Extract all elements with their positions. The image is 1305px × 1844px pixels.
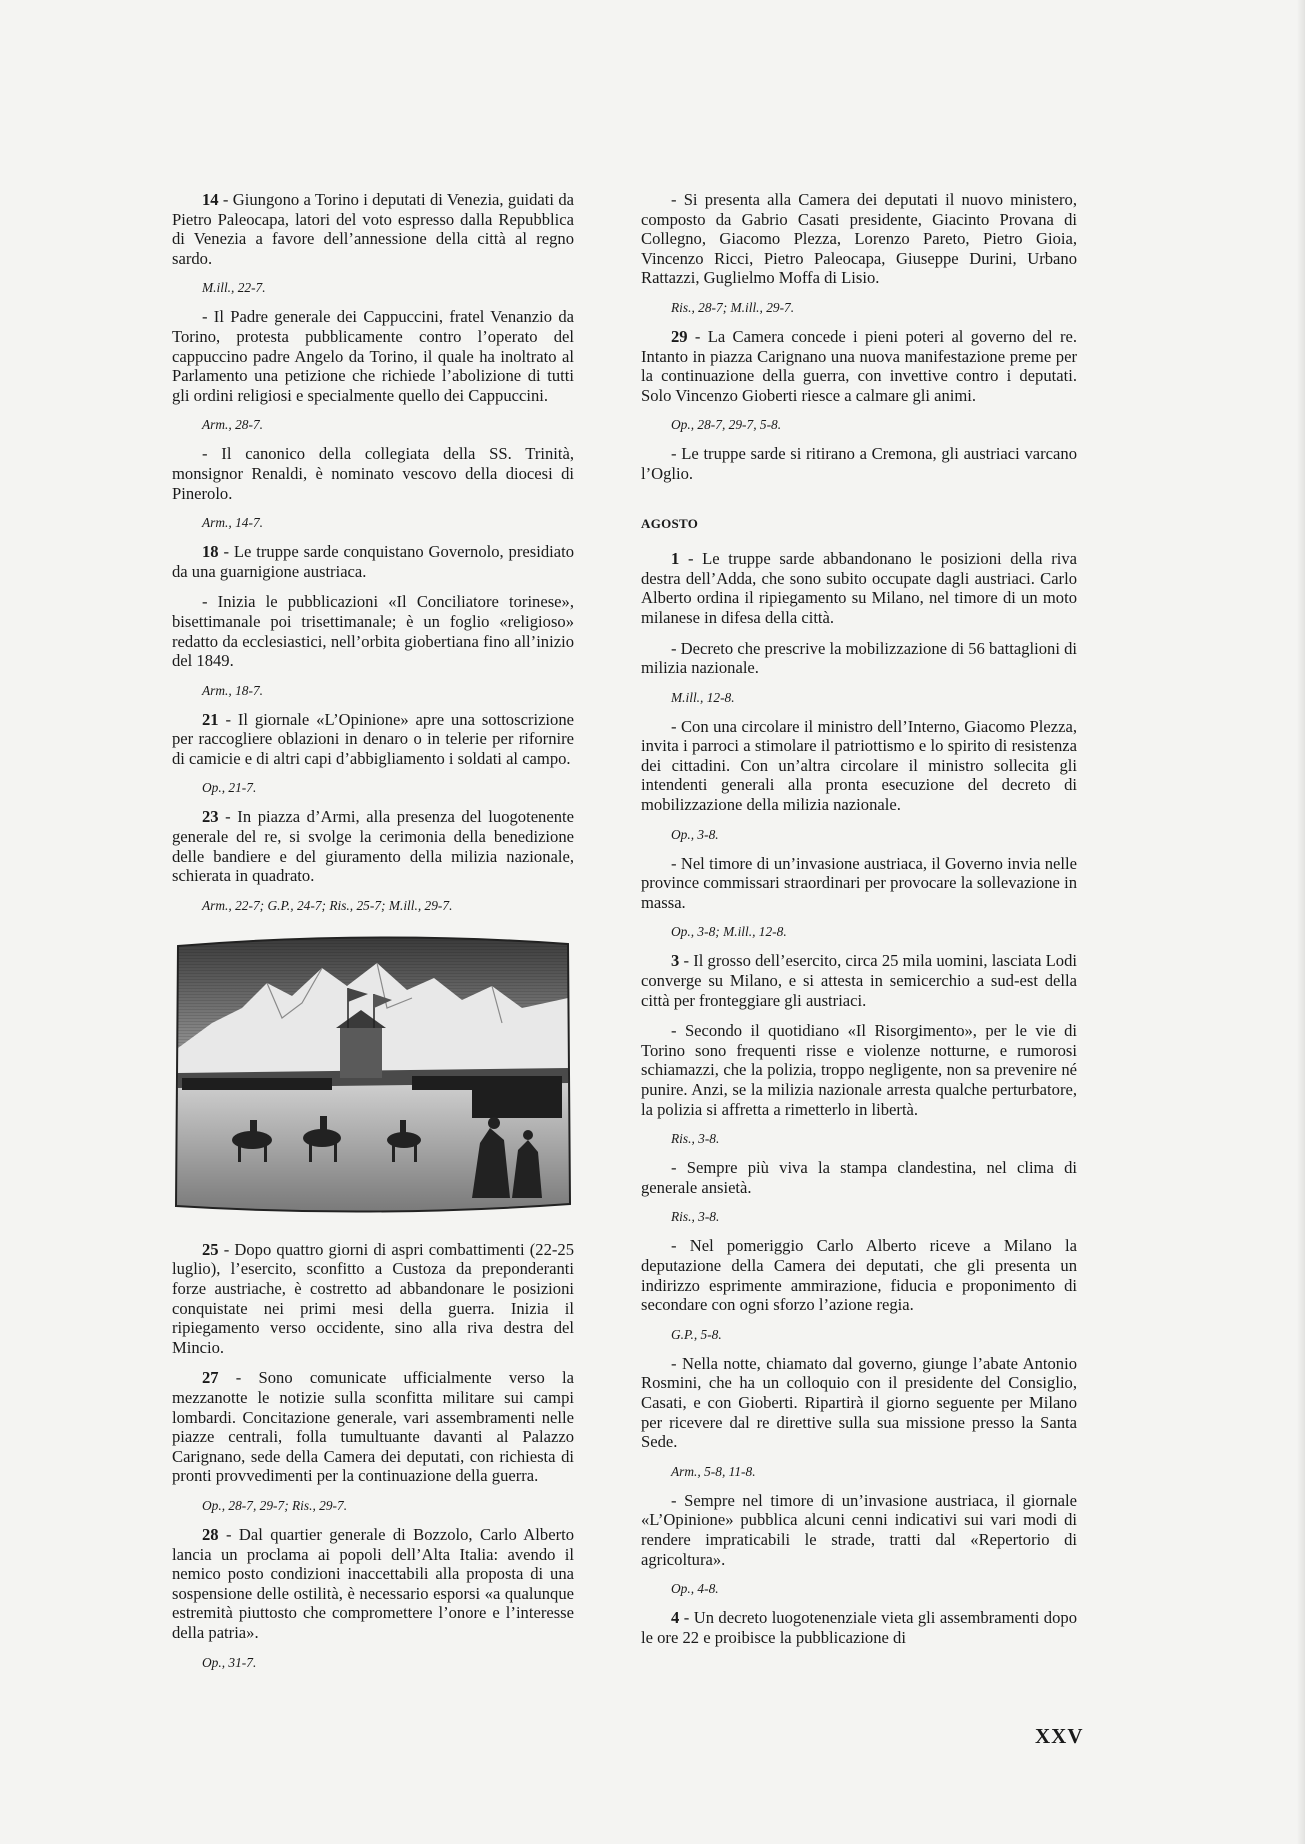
source-citation-text: Arm., 5-8, 11-8. xyxy=(671,1463,756,1479)
entry-day-number: 14 xyxy=(202,190,219,209)
chronology-entry xyxy=(172,542,574,581)
source-citation xyxy=(202,897,574,914)
chronology-entry xyxy=(172,807,574,885)
chronology-entry xyxy=(641,1491,1077,1569)
source-citation xyxy=(671,826,1077,843)
source-citation xyxy=(671,1130,1077,1147)
entry-text: - Dal quartier generale di Bozzolo, Carlo Alberto lancia un proclama ai popoli dell’Alta Italia: avendo il nemico posto condizioni inaccettabili alla proposta di una sospensione delle ostilità, è necessario esporsi «a qualunque estremità piuttosto che compromettere l’onore e l’interesse della patria». xyxy=(172,1524,574,1642)
source-citation xyxy=(671,299,1077,316)
source-citation-text: M.ill., 22-7. xyxy=(202,280,266,296)
source-citation xyxy=(202,514,574,531)
right-text-block-1 xyxy=(641,190,1077,484)
entry-text: - Giungono a Torino i deputati di Venezia, guidati da Pietro Paleocapa, latori del voto espresso dalla Repubblica di Venezia a favore dell’annessione della città al regno sardo. xyxy=(172,190,574,268)
engraving-illustration xyxy=(172,928,574,1218)
entry-text: - In piazza d’Armi, alla presenza del luogotenente generale del re, si svolge la cerimonia della benedizione delle bandiere e del giuramento della milizia nazionale, schierata in quadrato. xyxy=(172,807,574,886)
source-citation xyxy=(671,923,1077,940)
chronology-entry xyxy=(641,327,1077,405)
chronology-entry xyxy=(641,1021,1077,1119)
entry-text: - Con una circolare il ministro dell’Interno, Giacomo Plezza, invita i parroci a stimolare il patriottismo e lo spirito di resistenza dei cittadini. Con un’altra circolare il ministro sollecita gli intendenti generali alla pronta esecuzione del decreto di mobilizzazione della milizia nazionale. xyxy=(641,716,1077,815)
source-citation-text: Arm., 28-7. xyxy=(202,417,263,433)
chronology-entry xyxy=(641,549,1077,627)
chronology-entry xyxy=(641,639,1077,678)
source-citation xyxy=(202,1654,574,1671)
source-citation xyxy=(671,1326,1077,1343)
chronology-entry xyxy=(172,1240,574,1358)
entry-text: - Sempre più viva la stampa clandestina, nel clima di generale ansietà. xyxy=(641,1158,1077,1197)
chronology-entry xyxy=(641,190,1077,288)
source-citation-text: Ris., 3-8. xyxy=(671,1131,720,1147)
chronology-entry xyxy=(172,1368,574,1486)
source-citation-text: G.P., 5-8. xyxy=(671,1326,722,1342)
source-citation-text: Op., 3-8; M.ill., 12-8. xyxy=(671,924,787,940)
source-citation xyxy=(671,1580,1077,1597)
entry-text: - Decreto che prescrive la mobilizzazione di 56 battaglioni di milizia nazionale. xyxy=(641,638,1077,678)
engraving-image xyxy=(172,928,574,1218)
source-citation-text: Ris., 28-7; M.ill., 29-7. xyxy=(671,299,795,315)
entry-text: - Il canonico della collegiata della SS. Trinità, monsignor Renaldi, è nominato vescovo della diocesi di Pinerolo. xyxy=(172,444,574,503)
chronology-entry xyxy=(172,710,574,769)
entry-day-number: 3 xyxy=(671,951,680,971)
source-citation-text: M.ill., 12-8. xyxy=(671,689,735,705)
entry-day-number: 23 xyxy=(202,807,219,827)
entry-text: - La Camera concede i pieni poteri al governo del re. Intanto in piazza Carignano una nuova manifestazione preme per la continuazione della guerra, con invettive contro i deputati. Solo Vincenzo Gioberti riesce a calmare gli animi. xyxy=(641,326,1077,405)
source-citation-text: Op., 28-7, 29-7, 5-8. xyxy=(671,417,782,433)
source-citation-text: Op., 4-8. xyxy=(671,1581,719,1597)
entry-day-number: 18 xyxy=(202,542,219,562)
entry-text: - Inizia le pubblicazioni «Il Conciliatore torinese», bisettimanale poi trisettimanale; è un foglio «religioso» redatto da ecclesiastici, nell’orbita giobertiana fino all’inizio del 1849. xyxy=(172,592,574,671)
entry-text: - Nella notte, chiamato dal governo, giunge l’abate Antonio Rosmini, che ha un colloquio con il presidente del Consiglio, Casati, e con Gioberti. Ripartirà il giorno seguente per Milano per ricevere dal re direttive sulla sua missione presso la Santa Sede. xyxy=(641,1353,1077,1452)
source-citation xyxy=(671,1208,1077,1225)
chronology-entry xyxy=(641,444,1077,483)
right-text-block-2 xyxy=(641,549,1077,1647)
source-citation-text: Arm., 22-7; G.P., 24-7; Ris., 25-7; M.ill., 29-7. xyxy=(202,897,453,913)
entry-text: - Sono comunicate ufficialmente verso la mezzanotte le notizie sulla sconfitta militare sui campi lombardi. Concitazione generale, vari assembramenti nelle piazze centrali, folla tumultuante davanti al Palazzo Carignano, sede della Camera dei deputati, con richiesta di pronti provvedimenti per la continuazione della guerra. xyxy=(172,1368,574,1486)
chronology-entry xyxy=(641,1236,1077,1314)
entry-day-number: 4 xyxy=(671,1608,680,1628)
chronology-entry xyxy=(641,854,1077,913)
chronology-entry xyxy=(172,592,574,670)
chronology-entry xyxy=(172,307,574,405)
source-citation-text: Arm., 18-7. xyxy=(202,682,263,698)
entry-text: - Le truppe sarde conquistano Governolo, presidiato da una guarnigione austriaca. xyxy=(172,542,574,581)
chronology-entry xyxy=(641,717,1077,815)
source-citation xyxy=(671,416,1077,433)
entry-day-number: 27 xyxy=(202,1368,219,1388)
entry-text: - Nel timore di un’invasione austriaca, il Governo invia nelle province commissari straordinari per provocare la sollevazione in massa. xyxy=(641,853,1077,912)
page-number: XXV xyxy=(1035,1724,1084,1748)
page-edge xyxy=(1297,0,1305,1844)
source-citation xyxy=(671,689,1077,706)
source-citation xyxy=(202,682,574,699)
entry-text: - Sempre nel timore di un’invasione austriaca, il giornale «L’Opinione» pubblica alcuni cenni indicativi sui vari modi di rendere impraticabili le strade, tratti dal «Repertorio di agricoltura». xyxy=(641,1490,1077,1569)
entry-day-number: 29 xyxy=(671,326,688,346)
entry-text: - Il grosso dell’esercito, circa 25 mila uomini, lasciata Lodi converge su Milano, e si attesta in semicerchio a sud-est della città per fronteggiare gli austriaci. xyxy=(641,951,1077,1010)
right-column xyxy=(641,190,1077,1658)
source-citation-text: Op., 21-7. xyxy=(202,780,257,796)
entry-text: - Le truppe sarde si ritirano a Cremona, gli austriaci varcano l’Oglio. xyxy=(641,444,1077,483)
chronology-entry xyxy=(641,1158,1077,1197)
source-citation-text: Arm., 14-7. xyxy=(202,515,263,531)
entry-text: - Nel pomeriggio Carlo Alberto riceve a Milano la deputazione della Camera dei deputati, che gli presenta un indirizzo esprimente ammirazione, fiducia e proponimento di secondare con ogni sforzo l’azione regia. xyxy=(641,1236,1077,1315)
source-citation xyxy=(202,279,574,296)
chronology-entry xyxy=(641,951,1077,1010)
source-citation xyxy=(671,1463,1077,1480)
left-text-block-2 xyxy=(172,1240,574,1671)
entry-day-number: 21 xyxy=(202,709,219,729)
entry-text: - Dopo quattro giorni di aspri combattimenti (22-25 luglio), l’esercito, sconfitto a Custoza da preponderanti forze austriache, è costretto ad abbandonare le posizioni conquistate nei primi mesi della guerra. Inizia il ripiegamento verso occidente, sino alla riva destra del Mincio. xyxy=(172,1239,574,1357)
chronology-entry xyxy=(172,190,574,268)
source-citation xyxy=(202,1497,574,1514)
entry-day-number: 25 xyxy=(202,1239,219,1259)
source-citation-text: Op., 31-7. xyxy=(202,1654,257,1670)
entry-day-number: 28 xyxy=(202,1524,219,1544)
chronology-entry xyxy=(641,1354,1077,1452)
entry-text: - Un decreto luogotenenziale vieta gli assembramenti dopo le ore 22 e proibisce la pubblicazione di xyxy=(641,1608,1077,1647)
chronology-entry xyxy=(172,1525,574,1643)
entry-text: - Si presenta alla Camera dei deputati il nuovo ministero, composto da Gabrio Casati presidente, Giacinto Provana di Collegno, Giacomo Plezza, Lorenzo Pareto, Pietro Gioia, Vincenzo Ricci, Pietro Paleocapa, Giuseppe Durini, Urbano Rattazzi, Guglielmo Moffa di Lisio. xyxy=(641,190,1077,288)
entry-text: - Il giornale «L’Opinione» apre una sottoscrizione per raccogliere oblazioni in denaro o in telerie per rifornire di camicie e di altri capi d’abbigliamento i soldati al campo. xyxy=(172,709,574,768)
chronology-entry xyxy=(641,1608,1077,1647)
entry-day-number: 1 xyxy=(671,549,680,569)
chronology-entry xyxy=(172,444,574,503)
source-citation-text: Op., 28-7, 29-7; Ris., 29-7. xyxy=(202,1497,348,1513)
source-citation-text: Op., 3-8. xyxy=(671,826,719,842)
entry-text: - Il Padre generale dei Cappuccini, fratel Venanzio da Torino, protesta pubblicamente contro l’operato del cappuccino padre Angelo da Torino, il quale ha inoltrato al Parlamento una petizione che richiede l’abolizione di tutti gli ordini religiosi e specialmente quello dei Cappuccini. xyxy=(172,307,574,405)
entry-text: - Secondo il quotidiano «Il Risorgimento», per le vie di Torino sono frequenti risse e violenze notturne, e rumorosi schiamazzi, che la polizia, troppo negligente, non sa prevenire né punire. Anzi, se la milizia nazionale arresta qualche perturbatore, la polizia si affretta a rimetterlo in libertà. xyxy=(641,1021,1077,1119)
source-citation xyxy=(202,779,574,796)
entry-text: - Le truppe sarde abbandonano le posizioni della riva destra dell’Adda, che sono subito occupate dagli austriaci. Carlo Alberto ordina il ripiegamento su Milano, nel timore di un moto milanese in difesa della città. xyxy=(641,549,1077,627)
left-column xyxy=(172,190,574,1682)
source-citation-text: Ris., 3-8. xyxy=(671,1209,720,1225)
source-citation xyxy=(202,416,574,433)
month-heading: AGOSTO xyxy=(641,515,699,531)
left-text-block-1 xyxy=(172,190,574,914)
